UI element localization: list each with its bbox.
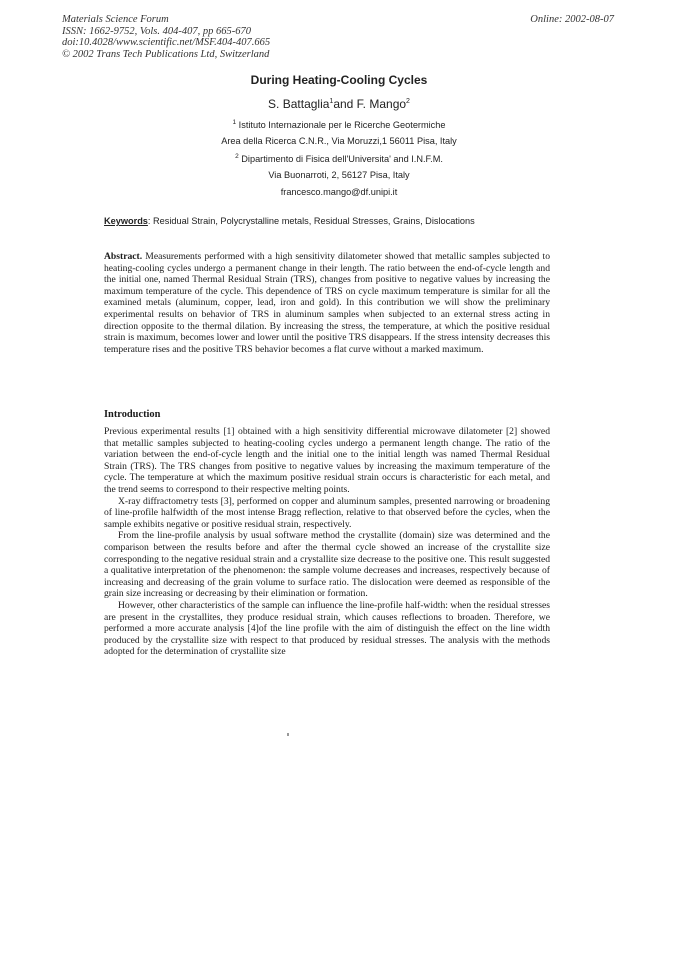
author-1-mark: 1 bbox=[329, 98, 334, 105]
keywords-label: Keywords bbox=[104, 216, 148, 226]
affiliation-1-line-2: Area della Ricerca C.N.R., Via Moruzzi,1 56011 Pisa, Italy bbox=[221, 136, 457, 146]
author-2-mark: 2 bbox=[406, 98, 410, 105]
keywords-line bbox=[104, 216, 475, 226]
online-date: Online: 2002-08-07 bbox=[530, 14, 614, 25]
affiliation-2-line-1 bbox=[0, 153, 678, 164]
intro-paragraph-3: From the line-profile analysis by usual software method the crystallite (domain) size was determined and the comparison between the results before and after the thermal cycle showed an increase of the crystallite size corresponding to the negative residual strain and a crystallite size decrease to the positive one. This result suggested a qualitative interpretation of the phenomenon: the sample volume decreases and increases, respectively because of increasing and decreasing of the grain volume to surface ratio. The dislocation were deemed as responsible of the grain size increasing or decreasing by their elimination or formation. bbox=[104, 530, 550, 600]
citation-header bbox=[62, 14, 270, 60]
scan-mark bbox=[287, 733, 289, 736]
author-1: S. Battaglia bbox=[268, 97, 330, 111]
author-line bbox=[0, 97, 678, 111]
affiliation-2-line-2: Via Buonarroti, 2, 56127 Pisa, Italy bbox=[268, 170, 410, 180]
intro-paragraph-4: However, other characteristics of the sample can influence the line-profile half-width: when the residual stresses are present in the crystallites, they produce residual strain, which causes reflections to broaden. Therefore, we performed a more accurate analysis [4]of the line profile with the aim of distinguish the effect on the line width produced by the crystallite size with respect to that produced by residual stresses. The analysis with the methods adopted for the determination of crystallite size bbox=[104, 599, 550, 658]
author-connector: and F. Mango bbox=[333, 97, 407, 111]
doi-line: doi:10.4028/www.scientific.net/MSF.404-407.665 bbox=[62, 37, 271, 49]
abstract bbox=[104, 251, 550, 355]
abstract-text: Measurements performed with a high sensitivity dilatometer showed that metallic samples subjected to heating-cooling cycles undergo a permanent change in their length. The ratio between the end-of-cycle length and the initial one, named Thermal Residual Strain (TRS), changes from positive to negative values by increasing the maximum temperature of the cycle. This dependence of TRS on cycle maximum temperature is similar for all the examined metals (aluminum, copper, lead, iron and gold). In this contribution we will show the preliminary experimental results on behavior of TRS in aluminum samples when subjected to an external stress acting in direction opposite to the thermal dilation. By increasing the stress, the temperature, at which the positive residual strain is maximum, becomes lower and lower until the positive TRS disappears. If the stress intensity decreases this temperature rises and the positive TRS behavior becomes a flat curve without a marked maximum. bbox=[104, 251, 550, 355]
intro-paragraph-1: Previous experimental results [1] obtained with a high sensitivity differential microwave dilatometer [2] showed that metallic samples subjected to heating-cooling cycles undergo a permanent length change. The ratio of the variation between the end-of-cycle length and the initial one to the initial length was named Thermal Residual Strain (TRS). The TRS changes from positive to negative values by increasing the maximum temperature of the cycle. The temperature at which the maximum positive residual strain occurs is characteristic for each metal, and the trend seems to correspond to their respective melting points. bbox=[104, 426, 550, 495]
intro-paragraph-2: X-ray diffractometry tests [3], performed on copper and aluminum samples, presented narrowing or broadening of line-profile halfwidth of the most intense Bragg reflection, relative to that observed before the cycles, when the sample exhibits negative or positive residual strain, respectively. bbox=[104, 495, 550, 530]
author-email: francesco.mango@df.unipi.it bbox=[280, 187, 398, 197]
affiliation-2-name: Dipartimento di Fisica dell'Universita' and I.N.F.M. bbox=[241, 154, 443, 164]
introduction-heading: Introduction bbox=[104, 409, 161, 420]
keywords-text: : Residual Strain, Polycrystalline metals, Residual Stresses, Grains, Dislocations bbox=[147, 216, 475, 226]
abstract-label: Abstract. bbox=[104, 251, 143, 262]
issn-line: ISSN: 1662-9752, Vols. 404-407, pp 665-670 bbox=[62, 25, 251, 37]
journal-name: Materials Science Forum bbox=[62, 14, 169, 25]
affiliation-1-name: Istituto Internazionale per le Ricerche Geotermiche bbox=[238, 120, 446, 130]
paper-title: During Heating-Cooling Cycles bbox=[250, 73, 428, 87]
affiliation-1-mark: 1 bbox=[232, 119, 237, 126]
affiliation-1-line-1 bbox=[0, 119, 678, 130]
copyright-line: © 2002 Trans Tech Publications Ltd, Switzerland bbox=[62, 48, 270, 60]
affiliation-2-mark: 2 bbox=[235, 153, 239, 160]
introduction-body bbox=[104, 426, 550, 658]
